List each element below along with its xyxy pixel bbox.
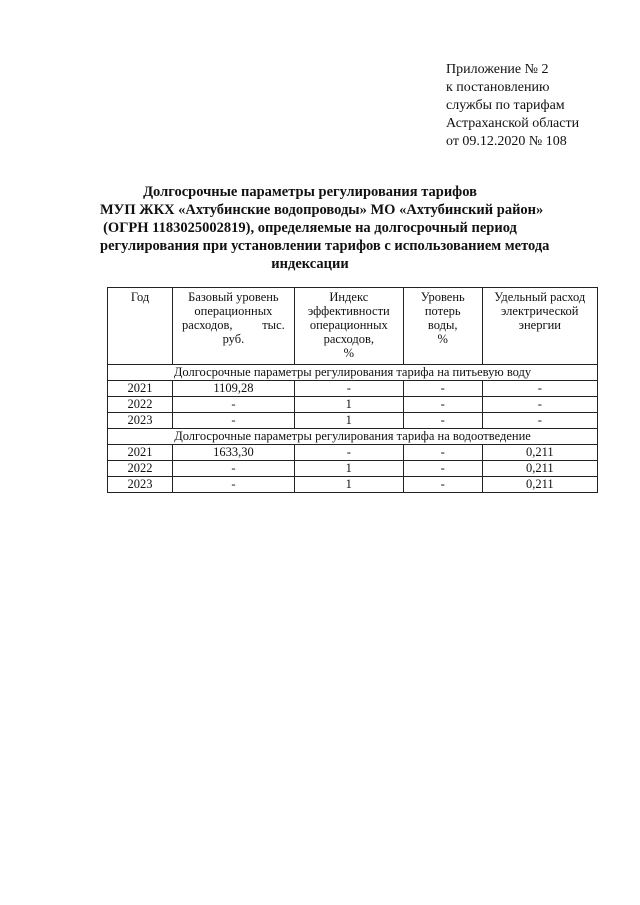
header-line: операционных	[194, 304, 273, 318]
section-row	[108, 365, 598, 381]
cell-base: -	[173, 461, 295, 477]
cell-energy: -	[482, 397, 597, 413]
cell-index: 1	[294, 461, 403, 477]
cell-energy: -	[482, 413, 597, 429]
header-line: операционных	[309, 318, 388, 332]
header-line: Удельный расход	[494, 290, 586, 304]
header-word: расходов,	[182, 318, 233, 332]
header-efficiency-index	[294, 288, 403, 365]
cell-index: -	[294, 445, 403, 461]
cell-index: -	[294, 381, 403, 397]
cell-base: -	[173, 397, 295, 413]
table-header-row	[108, 288, 598, 365]
header-word: тыс.	[262, 318, 285, 332]
header-water-loss	[403, 288, 482, 365]
table-row	[108, 477, 598, 493]
cell-loss: -	[403, 413, 482, 429]
header-line: эффективности	[307, 304, 390, 318]
header-line: электрической	[501, 304, 579, 318]
header-base-level	[173, 288, 295, 365]
header-line: %	[343, 346, 355, 360]
header-line: Уровень	[420, 290, 465, 304]
cell-loss: -	[403, 445, 482, 461]
header-year-label: Год	[130, 290, 150, 304]
cell-energy: 0,211	[482, 461, 597, 477]
cell-year: 2021	[108, 381, 173, 397]
cell-base: -	[173, 477, 295, 493]
section-row	[108, 429, 598, 445]
cell-energy: 0,211	[482, 445, 597, 461]
annex-reference	[446, 61, 579, 151]
cell-index: 1	[294, 477, 403, 493]
header-energy-consumption	[482, 288, 597, 365]
cell-loss: -	[403, 397, 482, 413]
annex-line: к постановлению	[446, 80, 550, 95]
title-line: регулирования при установлении тарифов с использованием метода	[100, 238, 550, 254]
cell-loss: -	[403, 381, 482, 397]
cell-base: 1109,28	[173, 381, 295, 397]
table-row	[108, 381, 598, 397]
title-line: (ОГРН 1183025002819), определяемые на долгосрочный период	[103, 220, 517, 236]
cell-index: 1	[294, 397, 403, 413]
cell-year: 2021	[108, 445, 173, 461]
title-line: индексации	[271, 256, 349, 272]
annex-line: от 09.12.2020 № 108	[446, 134, 567, 149]
header-line: энергии	[518, 318, 561, 332]
header-line: Индекс	[329, 290, 369, 304]
header-line: воды,	[427, 318, 458, 332]
document-title	[100, 183, 550, 273]
cell-loss: -	[403, 461, 482, 477]
header-line: Базовый уровень	[188, 290, 279, 304]
header-line: %	[437, 332, 448, 346]
header-line: потерь	[424, 304, 461, 318]
cell-year: 2022	[108, 397, 173, 413]
annex-line: Астраханской области	[446, 116, 580, 131]
header-line: расходов,	[323, 332, 375, 346]
section-title-wastewater: Долгосрочные параметры регулирования тарифа на водоотведение	[108, 429, 598, 445]
parameters-table	[107, 287, 598, 493]
cell-year: 2023	[108, 477, 173, 493]
table-row	[108, 397, 598, 413]
cell-index: 1	[294, 413, 403, 429]
cell-base: -	[173, 413, 295, 429]
header-line: руб.	[222, 332, 245, 346]
cell-loss: -	[403, 477, 482, 493]
table-row	[108, 461, 598, 477]
annex-line: службы по тарифам	[446, 98, 565, 113]
header-line	[176, 318, 291, 332]
title-line: МУП ЖКХ «Ахтубинские водопроводы» МО «Ахтубинский район»	[100, 202, 544, 218]
section-title-drinking-water: Долгосрочные параметры регулирования тарифа на питьевую воду	[108, 365, 598, 381]
cell-base: 1633,30	[173, 445, 295, 461]
header-year	[108, 288, 173, 365]
title-line: Долгосрочные параметры регулирования тарифов	[143, 184, 477, 200]
table-row	[108, 413, 598, 429]
cell-year: 2023	[108, 413, 173, 429]
cell-energy: 0,211	[482, 477, 597, 493]
cell-year: 2022	[108, 461, 173, 477]
annex-line: Приложение № 2	[446, 62, 549, 77]
cell-energy: -	[482, 381, 597, 397]
table-row	[108, 445, 598, 461]
